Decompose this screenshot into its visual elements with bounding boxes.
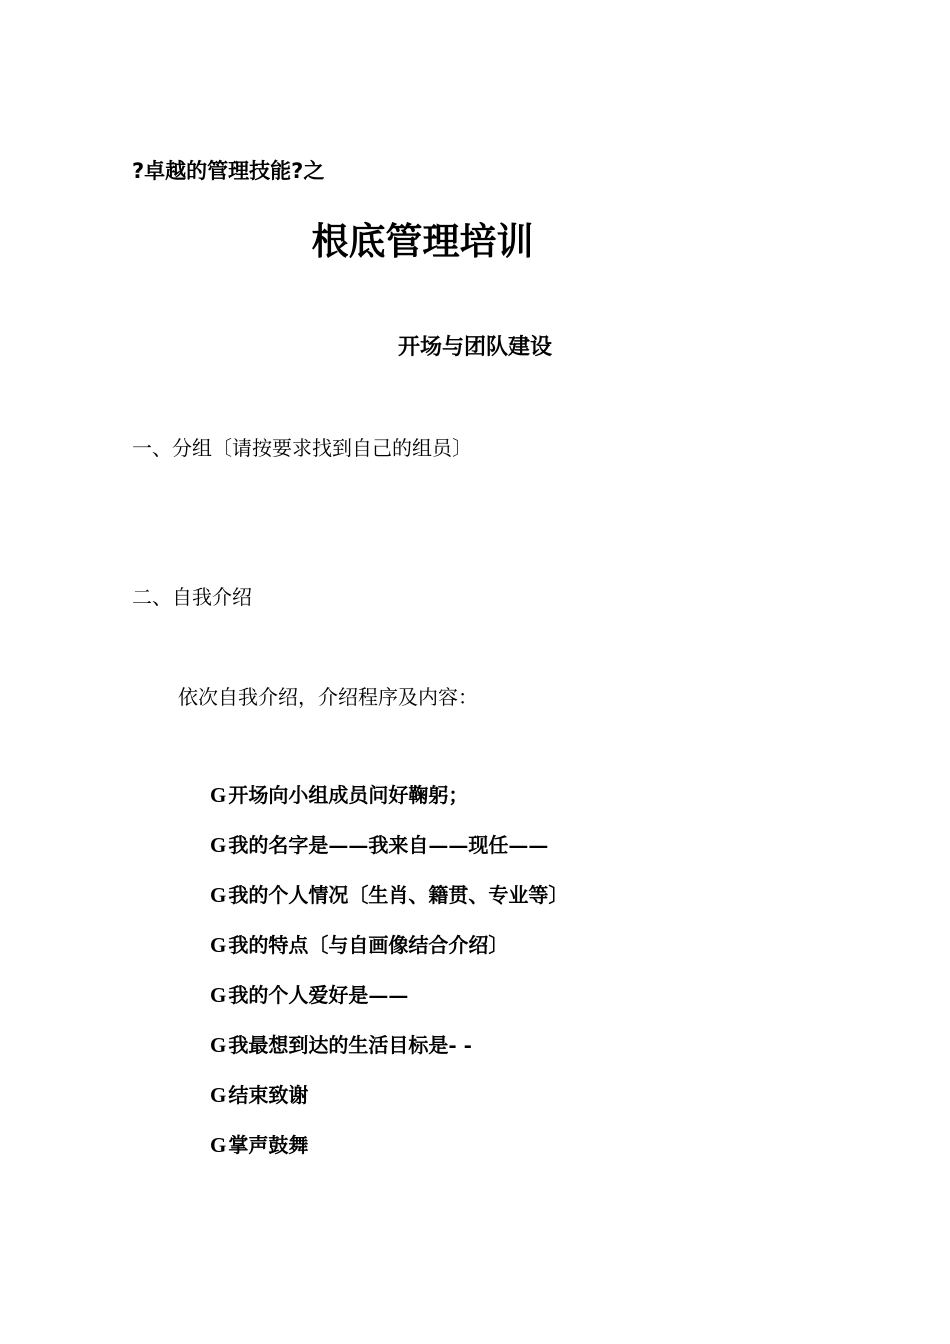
list-item [210,1130,568,1180]
list-item-text: 我的名字是——我来自——现任—— [228,833,549,857]
list-item-text: 结束致谢 [228,1083,309,1107]
list-item [210,930,568,980]
bullet-icon: G [210,833,227,857]
series-title: ?卓越的管理技能?之 [132,159,325,183]
bullet-icon: G [210,1033,227,1057]
list-item [210,780,568,830]
list-item [210,880,568,930]
list-item [210,1030,568,1080]
list-item-text: 我最想到达的生活目标是- - [228,1033,472,1057]
bullet-icon: G [210,783,227,807]
intro-text: 依次自我介绍，介绍程序及内容： [178,685,478,709]
bullet-icon: G [210,933,227,957]
main-title: 根底管理培训 [311,220,534,263]
bullet-icon: G [210,1083,227,1107]
bullet-icon: G [210,983,227,1007]
intro-steps-list [210,780,568,1180]
list-item-text: 开场向小组成员问好鞠躬； [228,783,469,807]
section-heading-self-intro: 二、自我介绍 [132,585,252,609]
bullet-icon: G [210,883,227,907]
list-item-text: 我的个人爱好是—— [228,983,409,1007]
section-heading-grouping: 一、分组〔请按要求找到自己的组员〕 [132,436,472,460]
list-item-text: 我的个人情况〔生肖、籍贯、专业等〕 [228,883,569,907]
list-item-text: 我的特点〔与自画像结合介绍〕 [228,933,509,957]
list-item [210,1080,568,1130]
list-item-text: 掌声鼓舞 [228,1133,309,1157]
list-item [210,980,568,1030]
bullet-icon: G [210,1133,227,1157]
list-item [210,830,568,880]
sub-title: 开场与团队建设 [397,335,552,360]
